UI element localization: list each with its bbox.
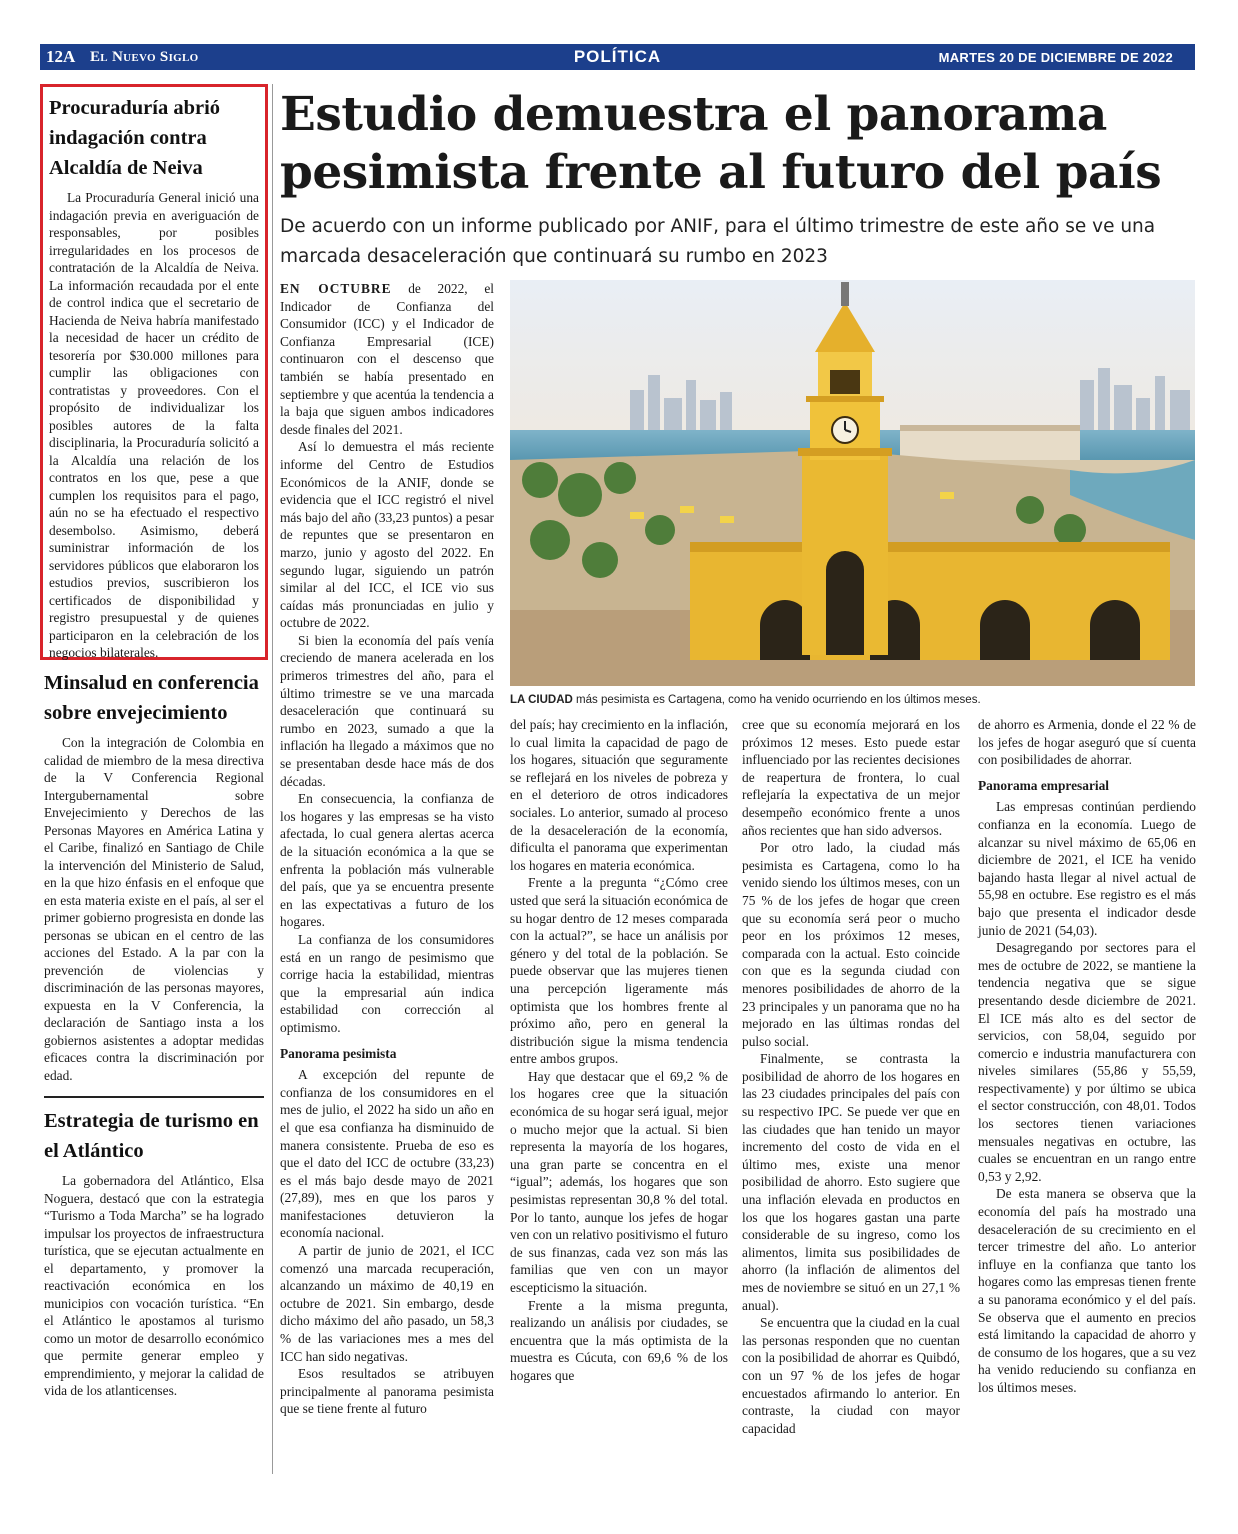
highlighted-brief [40, 84, 268, 660]
main-headline: Estudio demuestra el panorama pesimista frente al futuro del país [280, 87, 1162, 200]
brief-body: La Procuraduría General inició una indagación previa en averiguación de responsables, por posibles irregularidades en los procesos de contratación de la Alcaldía de Neiva. La información recaudada por el ente de control indica que el secretario de Hacienda de Neiva habría manifestado la necesidad de hacer un crédito de tesorería por $30.000 millones para cumplir las obligaciones con contratistas y proveedores. Con el propósito de individualizar los posibles autores de la falta disciplinaria, la Procuraduría solicitó a la Alcaldía una relación de los contratos en los que, pese a que cumplen los requisitos para el pago, aún no se ha efectuado el respectivo desembolso. Asimismo, deberá suministrar información de los servidores públicos que elaboraron los estudios previos, suscribieron los certificados de disponibilidad y registro presupuestal y de quienes participaron en la celebración de los negocios bilaterales. [49, 190, 259, 660]
paragraph: A excepción del repunte de confianza de los consumidores en el mes de julio, el 2022 ha sido un año en el que esa confianza ha disminuido de manera consistente. Prueba de eso es que el dato del ICC de octubre (33,23) es el más bajo desde mayo de 2021 (27,89), mes en que los paros y manifestaciones detuvieron la economía nacional. [280, 1067, 494, 1241]
paragraph: De esta manera se observa que la economía del país ha mostrado una desaceleración de su crecimiento en el tercer trimestre del año. Lo anterior influye en la confianza que tanto los hogares como las empresas tienen frente a su panorama económico y el del país. Se observa que el aumento en precios está limitando la capacidad de ahorro y de consumo de los hogares, que a su vez ha venido reduciendo su confianza en los últimos meses. [978, 1186, 1196, 1395]
paragraph: A partir de junio de 2021, el ICC comenzó una marcada recuperación, alcanzando un máximo de 40,19 en octubre de 2021. Sin embargo, desde dicho máximo del año pasado, un 58,3 % de las variaciones mes a mes del ICC han sido negativas. [280, 1243, 494, 1364]
caption-lead: LA CIUDAD [510, 694, 573, 706]
article-dek: De acuerdo con un informe publicado por ANIF, para el último trimestre de este año se ve una marcada desaceleración que continuará su rumbo en 2023 [280, 216, 1156, 267]
paragraph: Frente a la misma pregunta, realizando un análisis por ciudades, se encuentra que la más optimista de la muestra es Cúcuta, con 69,6 % de los hogares que [510, 1297, 728, 1383]
paragraph: Finalmente, se contrasta la posibilidad de ahorro de los hogares en las 23 ciudades principales del país con su respectivo IPC. Se puede ver que en las ciudades que han tenido un mayor incremento del costo de vida en el último mes, existe una menor posibilidad de ahorro. Esto sugiere que una inflación elevada en productos en los que los hogares gastan una parte considerable de su ingreso, como los alimentos, limita sus posibilidades de ahorro (la inflación de alimentos del mes de noviembre se situó en un 27,1 % anual). [742, 1051, 960, 1313]
lead-text: de 2022, el Indicador de Confianza del Consumidor (ICC) y el Indicador de Confianza Empresarial (ICE) continuaron con el descenso que también se había presentado en septiembre y que acentúa la tendencia a la baja que siguen ambos indicadores desde finales del 2021. [280, 281, 494, 437]
paragraph: La confianza de los consumidores está en un rango de pesimismo que corrige hacia la estabilidad, mientras que la empresarial aún indica estabilidad con corrección al optimismo. [280, 931, 494, 1035]
article-column-1 [280, 280, 494, 1418]
brief-title: Estrategia de turismo en el Atlántico [44, 1110, 259, 1162]
section-name: POLÍTICA [573, 47, 662, 66]
caption-text: más pesimista es Cartagena, como ha venido ocurriendo en los últimos meses. [576, 694, 981, 706]
brief-body: Con la integración de Colombia en calidad de miembro de la mesa directiva de la V Conferencia Regional Intergubernamental sobre Envejecimiento y Derechos de las Personas Mayores en América Latina y el Caribe, finalizó en Santiago de Chile la intervención del Ministerio de Salud, en la que hizo énfasis en el enfoque que en esta materia existe en el país, al ser el primer gobierno progresista en donde las personas se ubican en el centro de las acciones del Estado. A la par con la prevención de violencias y discriminación de las personas mayores, expuesta en la V Conferencia, la declaración de Santiago insta a los gobiernos asistentes a adoptar medidas eficaces contra la discriminación por edad. [44, 735, 264, 1083]
photo-caption [510, 692, 1200, 708]
subhead: Panorama pesimista [280, 1045, 397, 1061]
paragraph: Así lo demuestra el más reciente informe del Centro de Estudios Económicos de la ANIF, donde se evidencia que el ICC registró el nivel más bajo del año (33,23 puntos) a pesar de repuntes que se presentaron en marzo, junio y agosto del 2022. En segundo lugar, siguiendo un patrón similar al del ICC, el ICE vio sus caídas más pronunciadas en julio y octubre de 2022. [280, 439, 494, 631]
paragraph: Por otro lado, la ciudad más pesimista es Cartagena, como lo ha venido siendo los últimos meses, con un 75 % de los jefes de hogar que creen que su economía será peor o mucho peor en los próximos 12 meses, comparada con la actual. Esto coincide con que es la segunda ciudad con menores posibilidades de ahorro de la 23 principales y un panorama que no ha mejorado en las últimas rondas del pulso social. [742, 840, 960, 1049]
paragraph: cree que su economía mejorará en los próximos 12 meses. Esto puede estar influenciado por las recientes decisiones de reapertura de frontera, lo cual reflejaría la expectativa de un mejor desempeño económico frente a unos años recientes que han sido adversos. [742, 717, 960, 838]
divider [44, 1096, 264, 1098]
article-column-2 [510, 716, 728, 1385]
paragraph: de ahorro es Armenia, donde el 22 % de los jefes de hogar aseguró que sí cuenta con posibilidades de ahorrar. [978, 717, 1196, 768]
cartagena-photo [510, 280, 1195, 686]
subhead: Panorama empresarial [978, 777, 1110, 793]
header-band [40, 44, 1195, 70]
brief-minsalud [40, 668, 268, 1084]
brief-atlantico [40, 1106, 268, 1400]
paragraph: Frente a la pregunta “¿Cómo cree usted que será la situación económica de su hogar dentro de 12 meses comparada con la actual?”, se hace un análisis por género y del total de la población. Se puede observar que las mujeres tienen una percepción ligeramente más optimista que los hombres frente al próximo año, pero en general la distribución sigue la misma tendencia entre ambos grupos. [510, 875, 728, 1067]
paragraph: Se encuentra que la ciudad en la cual las personas responden que no cuentan con la posibilidad de ahorrar es Quibdó, con un 97 % de los jefes de hogar encuestados afirmando lo anterior. En contraste, la ciudad con mayor capacidad [742, 1315, 960, 1436]
left-sidebar [40, 84, 268, 1400]
issue-date: MARTES 20 DE DICIEMBRE DE 2022 [938, 50, 1173, 65]
paragraph: En consecuencia, la confianza de los hogares y las empresas se ha visto afectada, lo cual genera alertas acerca de la situación económica a la que se enfrenta la población más vulnerable del país, que ya se encuentra presente en las expectativas a futuro de los hogares. [280, 791, 494, 930]
article-column-4 [978, 716, 1196, 1397]
newspaper-name: El Nuevo Siglo [90, 49, 199, 65]
lead-paragraph [280, 280, 494, 438]
paragraph: Las empresas continúan perdiendo confianza en la economía. Luego de alcanzar su nivel máximo de 65,06 en diciembre de 2021, el ICE ha venido bajando hasta llegar al nivel actual de 55,98 en octubre. Ese registro es el más bajo que presenta el indicador desde junio de 2021 (54,03). [978, 799, 1196, 938]
paragraph: Esos resultados se atribuyen principalmente al panorama pesimista que se tiene frente al futuro [280, 1366, 494, 1417]
column-rule [272, 84, 273, 1474]
page-number: 12A [46, 47, 76, 66]
brief-title: Minsalud en conferencia sobre envejecimiento [44, 672, 259, 724]
lead-caps: EN OCTUBRE [280, 281, 392, 296]
brief-body: La gobernadora del Atlántico, Elsa Noguera, destacó que con la estrategia “Turismo a Toda Marcha” se ha logrado impulsar los proyectos de infraestructura turística, que se ejecutan actualmente en el departamento, y promover la reactivación económica en los municipios con vocación turística. “En el Atlántico le apostamos al turismo como un motor de desarrollo económico que permite generar empleo y emprendimiento, y mejorar la calidad de vida de los atlanticenses. [44, 1173, 264, 1398]
paragraph: del país; hay crecimiento en la inflación, lo cual limita la capacidad de pago de los hogares, situación que seguramente se reflejará en los niveles de pobreza y en el deterioro de otros indicadores sociales. Lo anterior, sumado al proceso de la desaceleración de la economía, dificulta el panorama que experimentan los hogares en materia económica. [510, 717, 728, 873]
paragraph: Desagregando por sectores para el mes de octubre de 2022, se mantiene la tendencia negativa que se sigue presentando desde diciembre de 2021. El ICE más alto es del sector de servicios, con 58,04, seguido por comercio e industria manufacturera con niveles similares (55,86 y 55,59, respectivamente) y por último se ubica el sector construcción, con 48,01. Todos los sectores tienen variaciones mensuales negativas en octubre, las cuales se encuentran en un rango entre 0,53 y 2,92. [978, 940, 1196, 1184]
paragraph: Si bien la economía del país venía creciendo de manera acelerada en los primeros trimestres del año, para el último trimestre se ve una marcada desaceleración que continuará su rumbo en 2023, sumado a que la inflación ha llegado a máximos que no se presentaban desde hace más de dos décadas. [280, 632, 494, 789]
article-column-3 [742, 716, 960, 1437]
clock-tower-illustration [510, 280, 1195, 686]
paragraph: Hay que destacar que el 69,2 % de los hogares cree que la situación económica de su hogar será igual, mejor o mucho mejor que la actual. Si bien representa la mayoría de los hogares, una gran parte se concentra en el “igual”; además, los hogares que son pesimistas representan 30,8 % del total. Por lo tanto, aunque los jefes de hogar ven con un relativo positivismo el futuro de sus finanzas, cada vez son más las familias que ven con un mayor escepticismo la situación. [510, 1068, 728, 1295]
brief-title: Procuraduría abrió indagación contra Alcaldía de Neiva [49, 97, 221, 179]
